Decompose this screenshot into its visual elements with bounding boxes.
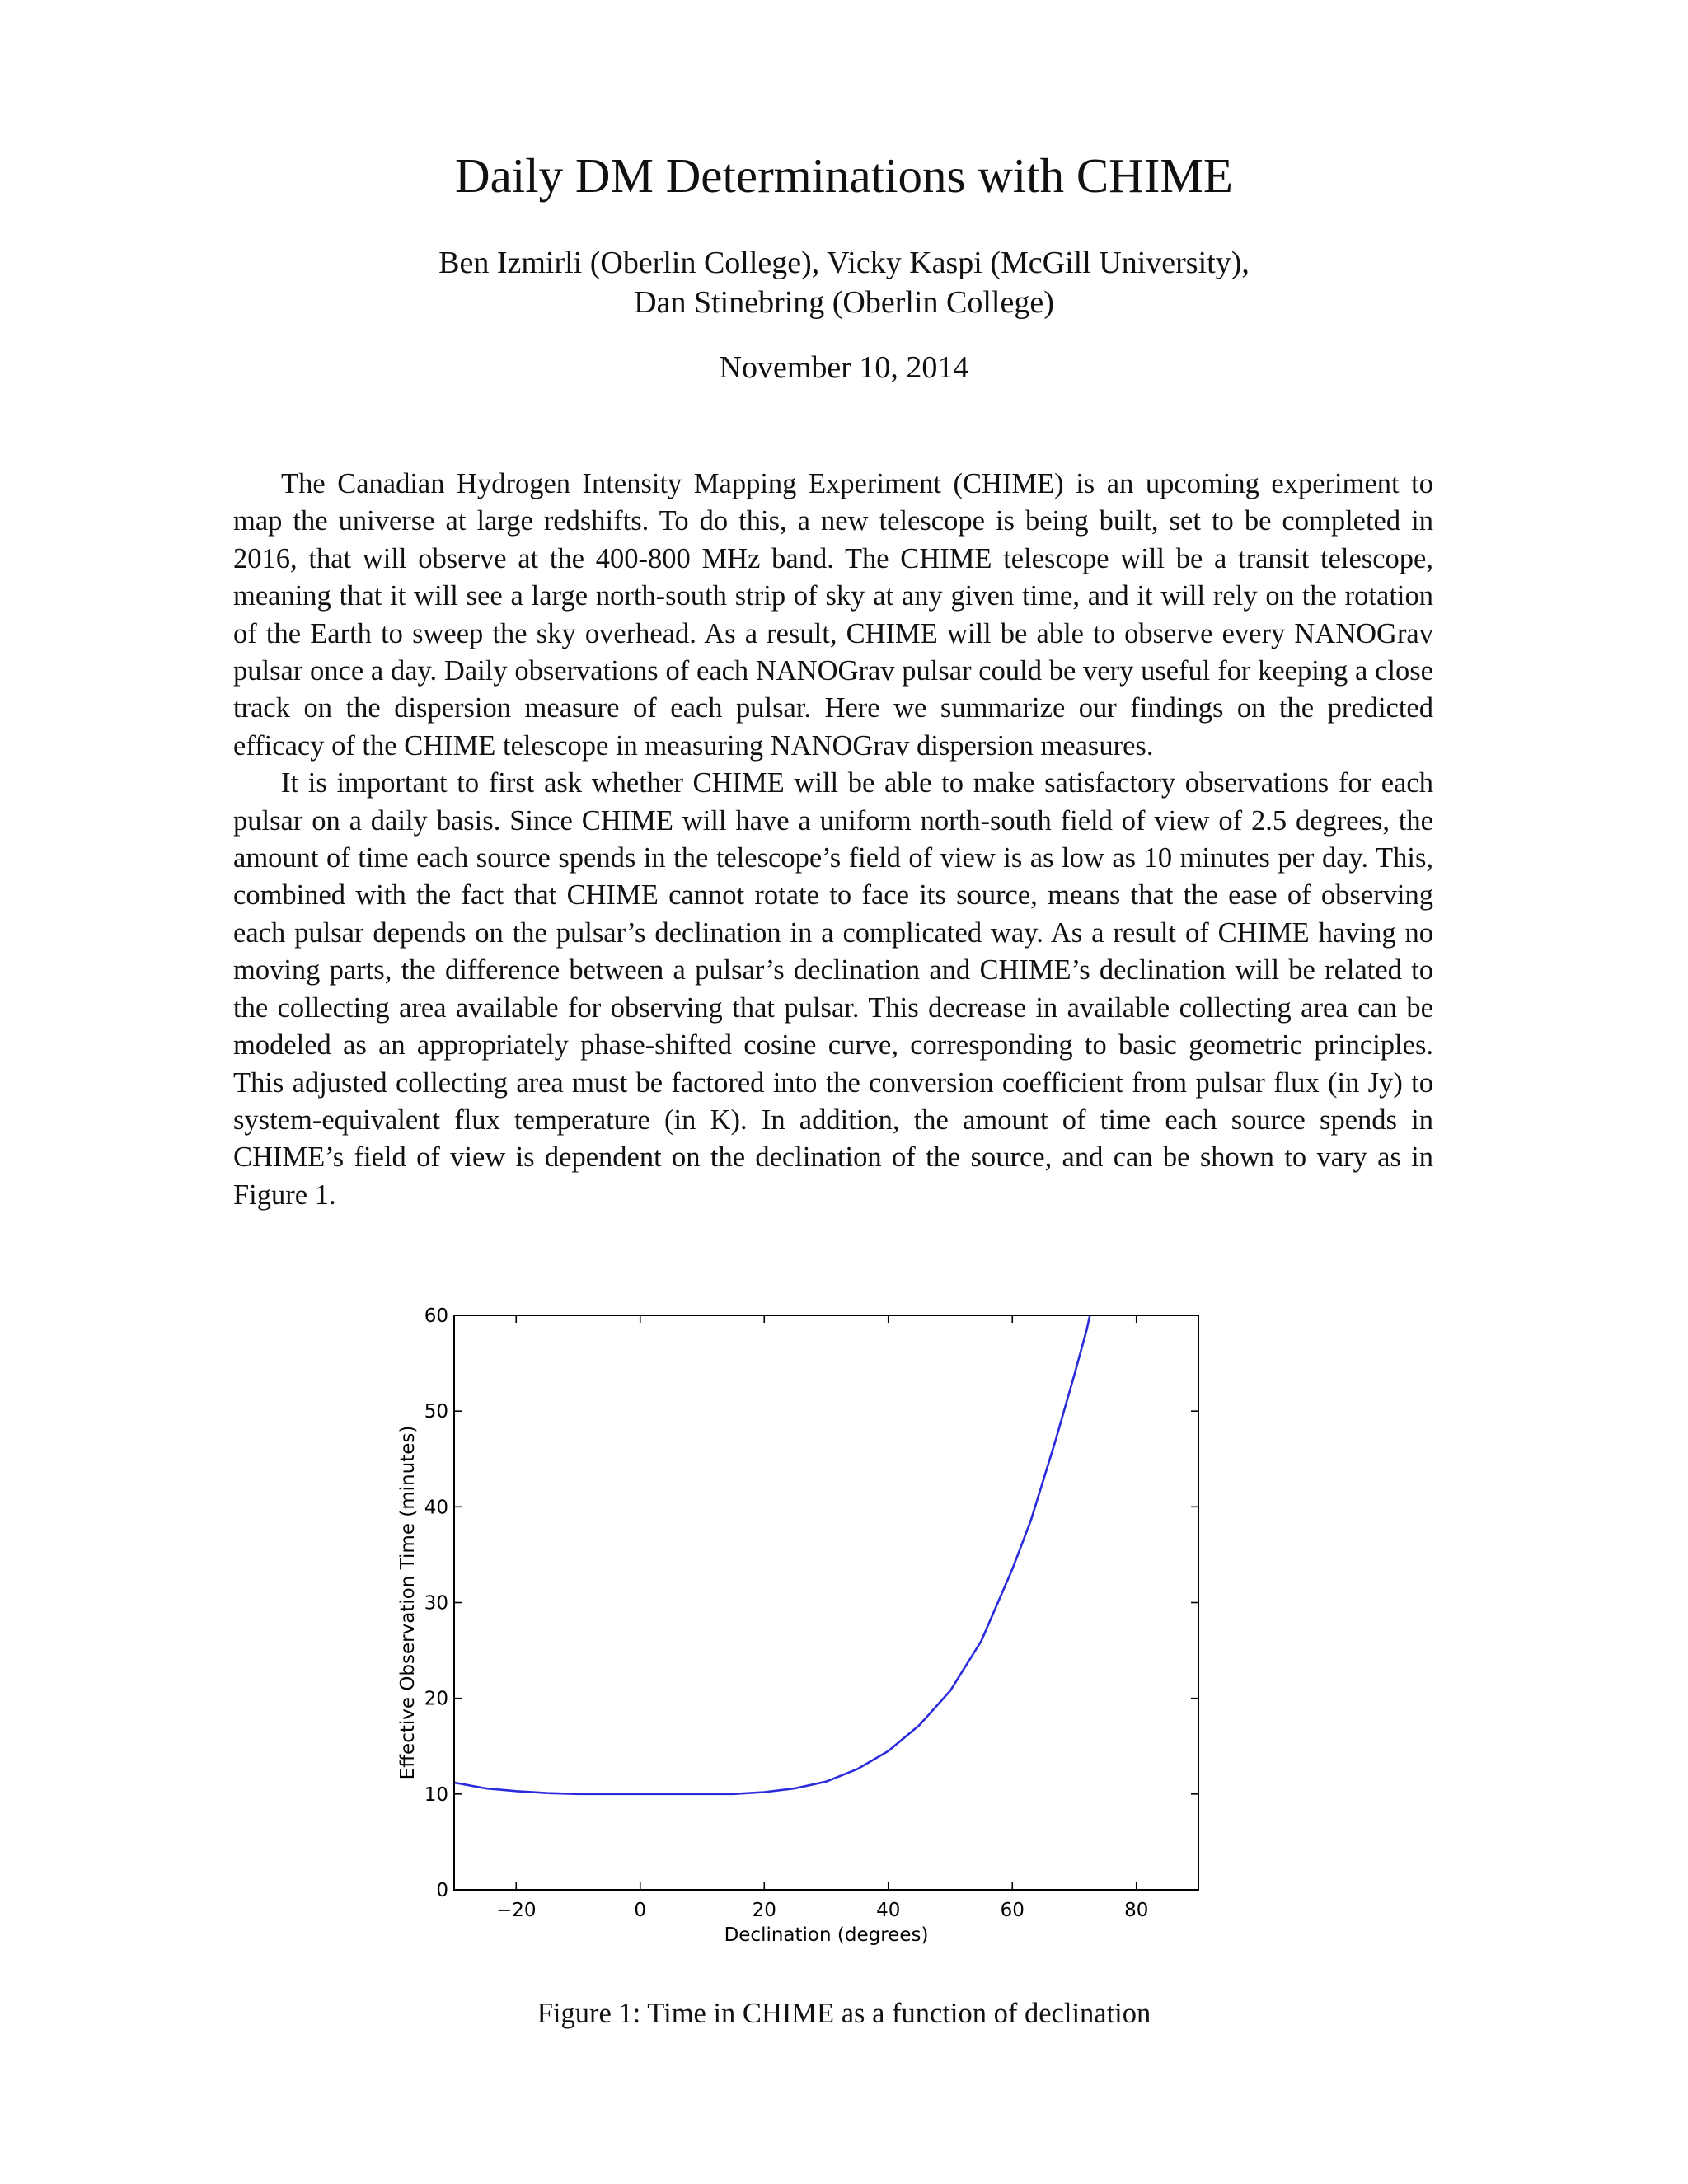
paper-date: November 10, 2014	[719, 350, 969, 385]
paragraph-1: The Canadian Hydrogen Intensity Mapping Experiment (CHIME) is an upcoming experiment to map the universe at large redshifts. To do this, a new telescope is being built, set to be completed in 2016, that will observe at the 400-800 MHz band. The CHIME telescope will be a transit telescope, meaning that it will see a large north-south strip of sky at any given time, and it will rely on the rotation of the Earth to sweep the sky overhead. As a result, CHIME will be able to observe every NANOGrav pulsar once a day. Daily observations of each NANOGrav pulsar could be very useful for keeping a close track on the dispersion measure of each pulsar. Here we summarize our findings on the predicted efficacy of the CHIME telescope in measuring NANOGrav dispersion measures.	[233, 468, 1433, 762]
y-tick-label: 20	[424, 1688, 448, 1710]
y-tick-label: 60	[424, 1305, 448, 1327]
figure-1	[387, 1294, 1212, 1953]
plot-frame	[454, 1315, 1198, 1890]
x-tick-label: 40	[876, 1900, 901, 1921]
author-line-1: Ben Izmirli (Oberlin College), Vicky Kaspi (McGill University),	[438, 246, 1250, 280]
y-tick-label: 10	[424, 1783, 448, 1806]
figure-caption: Figure 1: Time in CHIME as a function of declination	[537, 1998, 1151, 2029]
body-text	[233, 466, 1433, 1214]
y-tick-label: 0	[436, 1880, 448, 1901]
observation-time-chart	[387, 1294, 1212, 1953]
paper-title: Daily DM Determinations with CHIME	[455, 148, 1233, 203]
x-tick-label: 60	[1000, 1900, 1025, 1921]
y-tick-label: 50	[424, 1401, 448, 1423]
paragraph-2: It is important to first ask whether CHIME will be able to make satisfactory observations for each pulsar on a daily basis. Since CHIME will have a uniform north-south field of view of 2.5 degrees, the amount of time each source spends in the telescope’s field of view is as low as 10 minutes per day. This, combined with the fact that CHIME cannot rotate to face its source, means that the ease of observing each pulsar depends on the pulsar’s declination in a complicated way. As a result of CHIME having no moving parts, the difference between a pulsar’s declination and CHIME’s declination will be related to the collecting area available for observing that pulsar. This decrease in available collecting area can be modeled as an appropriately phase-shifted cosine curve, corresponding to basic geometric principles. This adjusted collecting area must be factored into the conversion coefficient from pulsar flux (in Jy) to system-equivalent flux temperature (in K). In addition, the amount of time each source spends in CHIME’s field of view is dependent on the declination of the source, and can be shown to vary as in Figure 1.	[233, 767, 1433, 1211]
author-line-2: Dan Stinebring (Oberlin College)	[634, 285, 1054, 320]
y-tick-label: 40	[424, 1497, 448, 1519]
y-tick-label: 30	[424, 1592, 448, 1615]
x-tick-label: 80	[1124, 1900, 1149, 1921]
series-line	[454, 1301, 1093, 1794]
x-tick-label: 20	[752, 1900, 776, 1921]
x-tick-label: 0	[634, 1900, 647, 1921]
author-list	[0, 243, 1688, 322]
y-axis-label: Effective Observation Time (minutes)	[397, 1425, 419, 1780]
x-axis-label: Declination (degrees)	[724, 1924, 929, 1946]
x-tick-label: −20	[495, 1900, 537, 1921]
